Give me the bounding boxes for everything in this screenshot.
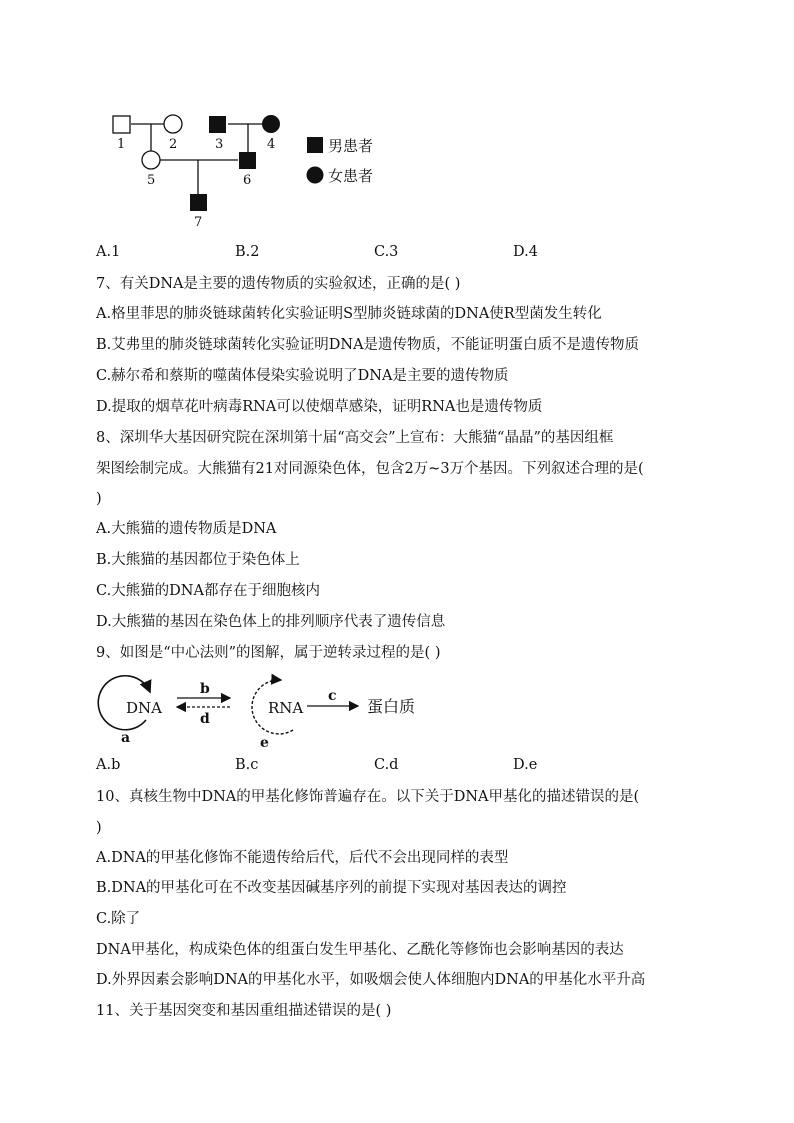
individual-5-unaffected-female [142, 151, 160, 169]
q8-option-c[interactable]: C.大熊猫的DNA都存在于细胞核内 [96, 583, 320, 599]
q8-option-b[interactable]: B.大熊猫的基因都位于染色体上 [96, 552, 300, 568]
individual-4-affected-female [262, 115, 280, 133]
label-c: c [328, 688, 337, 704]
q8-option-d[interactable]: D.大熊猫的基因在染色体上的排列顺序代表了遗传信息 [96, 614, 446, 630]
individual-7-affected-male [190, 194, 207, 211]
q6-option-b[interactable]: B.2 [235, 244, 260, 260]
label-b: b [200, 681, 210, 697]
q7-stem: 7、有关DNA是主要的遗传物质的实验叙述，正确的是( ) [96, 276, 461, 292]
label-6: 6 [243, 173, 252, 188]
label-a: a [121, 730, 131, 746]
q10-stem-line-2: ) [96, 820, 102, 836]
rna-label: RNA [268, 699, 304, 717]
label-2: 2 [169, 137, 178, 152]
label-d: d [200, 711, 210, 727]
label-4: 4 [267, 137, 276, 152]
individual-2-unaffected-female [164, 115, 182, 133]
q9-stem: 9、如图是“中心法则”的图解，属于逆转录过程的是( ) [96, 645, 441, 661]
q9-option-c[interactable]: C.d [374, 757, 399, 773]
q8-stem-line-1: 8、深圳华大基因研究院在深圳第十届“高交会”上宣布：大熊猫“晶晶”的基因组框 [96, 430, 614, 446]
q9-option-b[interactable]: B.c [235, 757, 259, 773]
individual-6-affected-male [239, 152, 256, 169]
q6-options [96, 244, 696, 264]
q10-option-c-line-2[interactable]: DNA甲基化，构成染色体的组蛋白发生甲基化、乙酰化等修饰也会影响基因的表达 [96, 942, 624, 958]
pedigree-diagram [96, 108, 396, 238]
q7-option-c[interactable]: C.赫尔希和蔡斯的噬菌体侵染实验说明了DNA是主要的遗传物质 [96, 368, 509, 384]
label-5: 5 [147, 173, 156, 188]
label-7: 7 [194, 215, 203, 230]
q10-option-c-line-1[interactable]: C.除了 [96, 911, 141, 927]
q8-stem-line-3: ) [96, 491, 102, 507]
protein-label: 蛋白质 [367, 697, 416, 716]
q10-option-b[interactable]: B.DNA的甲基化可在不改变基因碱基序列的前提下实现对基因表达的调控 [96, 880, 567, 896]
q10-option-a[interactable]: A.DNA的甲基化修饰不能遗传给后代，后代不会出现同样的表型 [96, 850, 509, 866]
q6-option-d[interactable]: D.4 [513, 244, 538, 260]
central-dogma-diagram [96, 670, 436, 750]
q6-option-a[interactable]: A.1 [96, 244, 121, 260]
q7-option-a[interactable]: A.格里菲思的肺炎链球菌转化实验证明S型肺炎链球菌的DNA使R型菌发生转化 [96, 306, 602, 322]
q9-option-a[interactable]: A.b [96, 757, 121, 773]
q8-option-a[interactable]: A.大熊猫的遗传物质是DNA [96, 521, 277, 537]
legend-female-icon [307, 167, 324, 184]
label-1: 1 [117, 137, 126, 152]
individual-1-unaffected-male [113, 116, 130, 133]
q10-stem-line-1: 10、真核生物中DNA的甲基化修饰普遍存在。以下关于DNA甲基化的描述错误的是( [96, 789, 640, 805]
label-3: 3 [215, 137, 224, 152]
q9-option-d[interactable]: D.e [513, 757, 538, 773]
q11-stem: 11、关于基因突变和基因重组描述错误的是( ) [96, 1003, 392, 1019]
q10-option-d[interactable]: D.外界因素会影响DNA的甲基化水平，如吸烟会使人体细胞内DNA的甲基化水平升高 [96, 972, 646, 988]
q9-options [96, 757, 696, 777]
q6-option-c[interactable]: C.3 [374, 244, 399, 260]
dna-label: DNA [126, 699, 162, 717]
individual-3-affected-male [209, 116, 226, 133]
label-e: e [260, 735, 269, 750]
legend-female-label: 女患者 [328, 167, 374, 185]
q7-option-b[interactable]: B.艾弗里的肺炎链球菌转化实验证明DNA是遗传物质，不能证明蛋白质不是遗传物质 [96, 337, 640, 353]
legend-male-icon [307, 137, 323, 153]
q7-option-d[interactable]: D.提取的烟草花叶病毒RNA可以使烟草感染，证明RNA也是遗传物质 [96, 399, 543, 415]
legend-male-label: 男患者 [328, 137, 374, 155]
q8-stem-line-2: 架图绘制完成。大熊猫有21对同源染色体，包含2万~3万个基因。下列叙述合理的是( [96, 461, 644, 477]
